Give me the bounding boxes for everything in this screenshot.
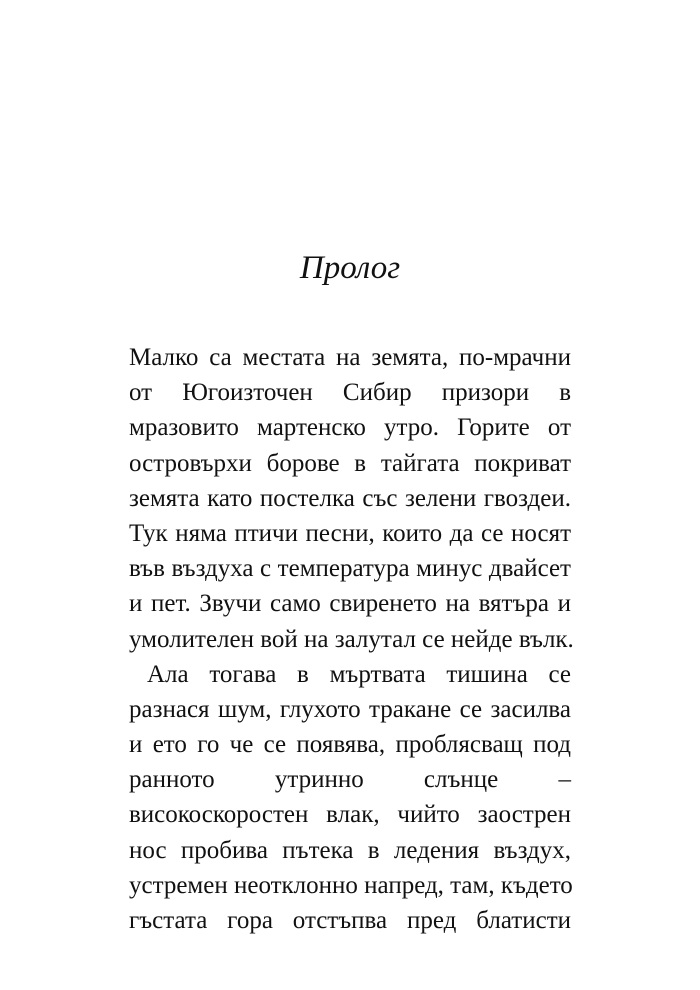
text-line: от Югоизточен Сибир призори в <box>129 379 571 407</box>
text-line: мразовито мартенско утро. Горите от <box>129 414 571 442</box>
prologue-text <box>129 340 574 938</box>
chapter-title: Пролог <box>299 250 401 286</box>
text-line: високоскоростен влак, чийто заострен <box>129 801 571 829</box>
text-line: и ето го че се появява, проблясващ под <box>129 731 571 759</box>
text-line: умолителен вой на залутал се нейде вълк. <box>129 625 574 653</box>
text-line: във въздуха с температура минус двайсет <box>129 555 571 583</box>
text-line: Малко са местата на земята, по-мрачни <box>129 344 571 371</box>
text-line: гъстата гора отстъпва пред блатисти <box>129 907 571 934</box>
text-line: земята като постелка със зелени гвоздеи. <box>129 484 571 512</box>
text-line: нос пробива пътека в ледения въздух, <box>129 836 571 864</box>
text-line: Ала тогава в мъртвата тишина се <box>147 660 571 688</box>
text-line: Тук няма птичи песни, които да се носят <box>129 519 571 547</box>
text-line: и пет. Звучи само свиренето на вятъра и <box>129 590 571 618</box>
text-line: устремен неотклонно напред, там, където <box>129 871 573 899</box>
text-line: разнася шум, глухото тракане се засилва <box>129 695 571 723</box>
text-line: островърхи борове в тайгата покриват <box>129 449 571 477</box>
text-line: ранното утринно слънце – <box>129 766 571 794</box>
